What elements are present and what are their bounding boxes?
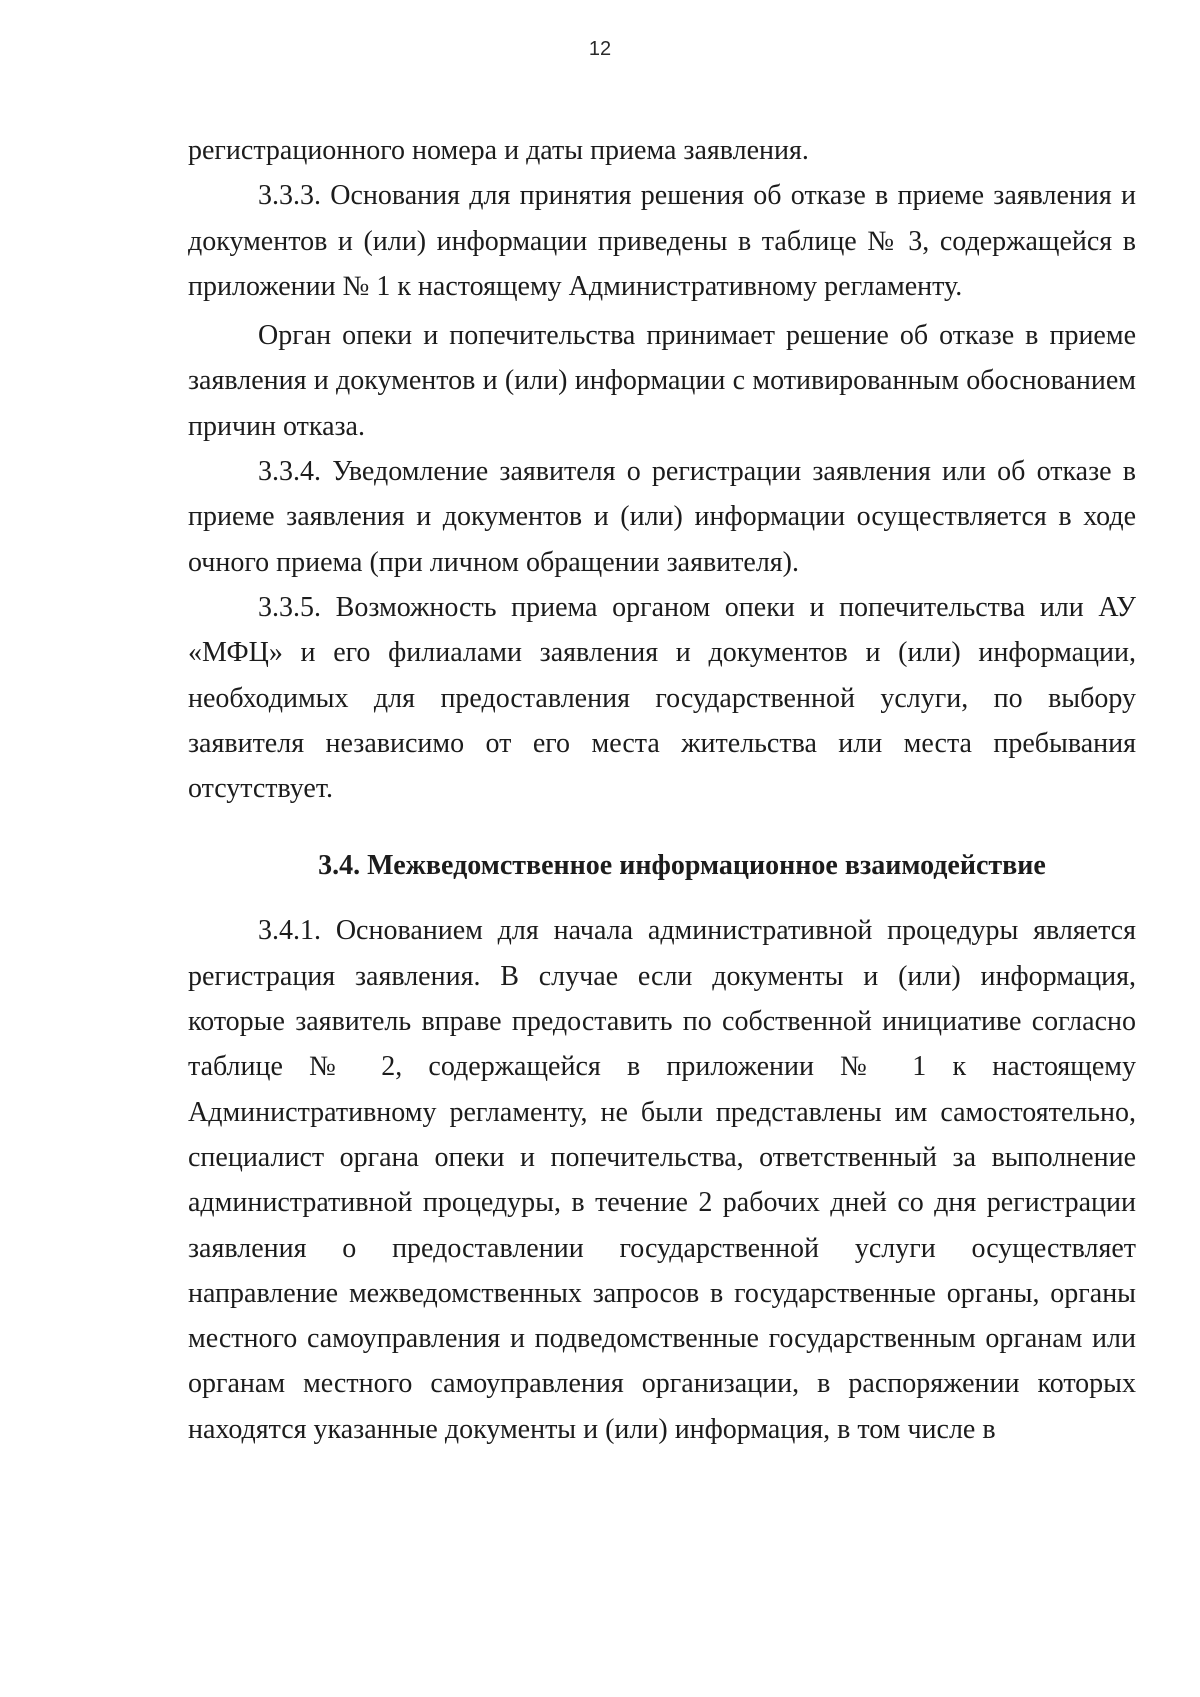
section-heading: 3.4. Межведомственное информационное взаимодействие (318, 850, 1046, 882)
paragraph-refusal-decision: Орган опеки и попечительства принимает решение об отказе в приеме заявления и документов и (или) информации с мотивированным обоснованием причин отказа. (188, 320, 1136, 442)
document-body (188, 128, 1136, 1452)
paragraph-3-3-4: 3.3.4. Уведомление заявителя о регистрации заявления или об отказе в приеме заявления и документов и (или) информации осуществляется в ходе очного приема (при личном обращении заявителя). (188, 456, 1136, 578)
paragraph-continuation: регистрационного номера и даты приема заявления. (188, 135, 809, 166)
paragraph-3-4-1: 3.4.1. Основанием для начала административной процедуры является регистрация заявления. В случае если документы и (или) информация, которые заявитель вправе предоставить по собственной инициативе согласно таблице № 2, содержащейся в приложении № 1 к настоящему Административному регламенту, не были представлены им самостоятельно, специалист органа опеки и попечительства, ответственный за выполнение административной процедуры, в течение 2 рабочих дней со дня регистрации заявления о предоставлении государственной услуги осуществляет направление межведомственных запросов в государственные органы, органы местного самоуправления и подведомственные государственным органам или органам местного самоуправления организации, в распоряжении которых находятся указанные документы и (или) информация, в том числе в (188, 915, 1136, 1445)
paragraph-3-3-3: 3.3.3. Основания для принятия решения об отказе в приеме заявления и документов и (или) информации приведены в таблице № 3, содержащейся в приложении № 1 к настоящему Административному регламенту. (188, 180, 1136, 302)
paragraph-3-3-5: 3.3.5. Возможность приема органом опеки и попечительства или АУ «МФЦ» и его филиалами заявления и документов и (или) информации, необходимых для предоставления государственной услуги, по выбору заявителя независимо от его места жительства или места пребывания отсутствует. (188, 591, 1136, 805)
page-number: 12 (588, 38, 612, 60)
